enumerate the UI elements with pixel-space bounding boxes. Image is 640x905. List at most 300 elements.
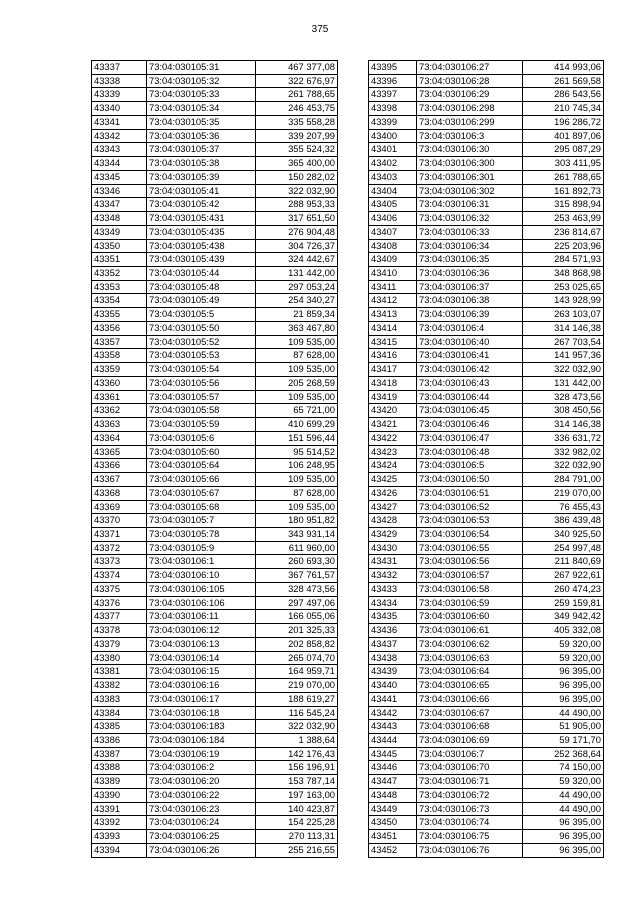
cadastral-number-cell: 73:04:030106:32	[417, 212, 523, 226]
cadastral-number-cell: 73:04:030105:37	[147, 143, 256, 157]
cadastral-value-cell: 284 791,00	[523, 473, 604, 487]
table-row	[92, 253, 338, 267]
table-row	[92, 473, 338, 487]
table-row	[92, 582, 338, 596]
cadastral-value-cell: 109 535,00	[256, 363, 338, 377]
table-row	[92, 184, 338, 198]
table-row	[369, 843, 604, 857]
cadastral-number-cell: 73:04:030106:62	[417, 637, 523, 651]
record-number-cell: 43444	[369, 733, 417, 747]
cadastral-number-cell: 73:04:030106:16	[147, 679, 256, 693]
cadastral-number-cell: 73:04:030106:22	[147, 788, 256, 802]
table-row	[369, 569, 604, 583]
table-row	[369, 418, 604, 432]
record-number-cell: 43448	[369, 788, 417, 802]
cadastral-number-cell: 73:04:030105:35	[147, 115, 256, 129]
cadastral-number-cell: 73:04:030106:35	[417, 253, 523, 267]
record-number-cell: 43382	[92, 679, 147, 693]
table-row	[92, 225, 338, 239]
table-row	[369, 115, 604, 129]
table-row	[369, 74, 604, 88]
table-row	[92, 431, 338, 445]
record-number-cell: 43424	[369, 459, 417, 473]
cadastral-value-cell: 328 473,56	[523, 390, 604, 404]
table-row	[369, 788, 604, 802]
table-row	[369, 404, 604, 418]
table-row	[369, 500, 604, 514]
cadastral-value-cell: 95 514,52	[256, 445, 338, 459]
cadastral-number-cell: 73:04:030106:301	[417, 170, 523, 184]
cadastral-value-cell: 386 439,48	[523, 514, 604, 528]
record-number-cell: 43395	[369, 61, 417, 75]
cadastral-value-cell: 188 619,27	[256, 692, 338, 706]
table-row	[369, 445, 604, 459]
record-number-cell: 43442	[369, 706, 417, 720]
cadastral-value-cell: 96 395,00	[523, 679, 604, 693]
cadastral-number-cell: 73:04:030106:37	[417, 280, 523, 294]
cadastral-value-cell: 267 922,61	[523, 569, 604, 583]
record-number-cell: 43373	[92, 555, 147, 569]
cadastral-number-cell: 73:04:030106:75	[417, 830, 523, 844]
table-row	[92, 637, 338, 651]
record-number-cell: 43407	[369, 225, 417, 239]
cadastral-value-cell: 1 388,64	[256, 733, 338, 747]
cadastral-number-cell: 73:04:030105:438	[147, 239, 256, 253]
record-number-cell: 43350	[92, 239, 147, 253]
record-number-cell: 43441	[369, 692, 417, 706]
table-row	[92, 761, 338, 775]
cadastral-number-cell: 73:04:030106:17	[147, 692, 256, 706]
record-number-cell: 43368	[92, 486, 147, 500]
record-number-cell: 43432	[369, 569, 417, 583]
record-number-cell: 43356	[92, 321, 147, 335]
cadastral-value-cell: 322 032,90	[523, 363, 604, 377]
cadastral-value-cell: 314 146,38	[523, 418, 604, 432]
cadastral-value-cell: 270 113,31	[256, 830, 338, 844]
cadastral-number-cell: 73:04:030106:68	[417, 720, 523, 734]
cadastral-value-cell: 201 325,33	[256, 624, 338, 638]
cadastral-number-cell: 73:04:030106:72	[417, 788, 523, 802]
cadastral-value-cell: 254 340,27	[256, 294, 338, 308]
cadastral-number-cell: 73:04:030106:298	[417, 102, 523, 116]
cadastral-number-cell: 73:04:030106:54	[417, 527, 523, 541]
cadastral-value-cell: 286 543,56	[523, 88, 604, 102]
cadastral-value-cell: 96 395,00	[523, 665, 604, 679]
cadastral-value-cell: 336 631,72	[523, 431, 604, 445]
cadastral-value-cell: 255 216,55	[256, 843, 338, 857]
table-row	[92, 788, 338, 802]
table-row	[369, 459, 604, 473]
table-row	[92, 706, 338, 720]
table-row	[92, 747, 338, 761]
cadastral-number-cell: 73:04:030106:28	[417, 74, 523, 88]
cadastral-value-cell: 76 455,43	[523, 500, 604, 514]
cadastral-number-cell: 73:04:030106:46	[417, 418, 523, 432]
cadastral-number-cell: 73:04:030106:71	[417, 775, 523, 789]
cadastral-value-cell: 246 453,75	[256, 102, 338, 116]
record-number-cell: 43367	[92, 473, 147, 487]
record-number-cell: 43450	[369, 816, 417, 830]
table-row	[92, 445, 338, 459]
table-row	[92, 376, 338, 390]
cadastral-value-cell: 317 651,50	[256, 212, 338, 226]
cadastral-number-cell: 73:04:030106:26	[147, 843, 256, 857]
cadastral-value-cell: 363 467,80	[256, 321, 338, 335]
cadastral-number-cell: 73:04:030106:51	[417, 486, 523, 500]
table-row	[369, 720, 604, 734]
record-number-cell: 43340	[92, 102, 147, 116]
cadastral-number-cell: 73:04:030106:36	[417, 267, 523, 281]
record-number-cell: 43338	[92, 74, 147, 88]
table-row	[92, 349, 338, 363]
cadastral-number-cell: 73:04:030105:49	[147, 294, 256, 308]
cadastral-value-cell: 328 473,56	[256, 582, 338, 596]
cadastral-number-cell: 73:04:030106:61	[417, 624, 523, 638]
cadastral-value-cell: 59 320,00	[523, 651, 604, 665]
table-row	[369, 541, 604, 555]
registry-table-left-body	[92, 61, 338, 858]
table-row	[369, 363, 604, 377]
record-number-cell: 43366	[92, 459, 147, 473]
cadastral-value-cell: 297 053,24	[256, 280, 338, 294]
cadastral-number-cell: 73:04:030106:10	[147, 569, 256, 583]
cadastral-number-cell: 73:04:030106:183	[147, 720, 256, 734]
cadastral-number-cell: 73:04:030106:1	[147, 555, 256, 569]
record-number-cell: 43413	[369, 308, 417, 322]
table-row	[369, 267, 604, 281]
record-number-cell: 43430	[369, 541, 417, 555]
cadastral-value-cell: 205 268,59	[256, 376, 338, 390]
cadastral-value-cell: 259 159,81	[523, 596, 604, 610]
table-row	[369, 294, 604, 308]
record-number-cell: 43362	[92, 404, 147, 418]
cadastral-value-cell: 322 676,97	[256, 74, 338, 88]
cadastral-value-cell: 197 163,00	[256, 788, 338, 802]
cadastral-value-cell: 340 925,50	[523, 527, 604, 541]
record-number-cell: 43408	[369, 239, 417, 253]
cadastral-value-cell: 261 788,65	[256, 88, 338, 102]
cadastral-number-cell: 73:04:030105:60	[147, 445, 256, 459]
table-row	[92, 802, 338, 816]
record-number-cell: 43426	[369, 486, 417, 500]
cadastral-value-cell: 164 959,71	[256, 665, 338, 679]
cadastral-value-cell: 140 423,87	[256, 802, 338, 816]
table-row	[92, 143, 338, 157]
cadastral-value-cell: 143 928,99	[523, 294, 604, 308]
table-row	[92, 733, 338, 747]
table-row	[369, 706, 604, 720]
record-number-cell: 43348	[92, 212, 147, 226]
cadastral-number-cell: 73:04:030105:59	[147, 418, 256, 432]
record-number-cell: 43451	[369, 830, 417, 844]
cadastral-value-cell: 211 840,69	[523, 555, 604, 569]
cadastral-value-cell: 324 442,67	[256, 253, 338, 267]
table-row	[92, 418, 338, 432]
record-number-cell: 43405	[369, 198, 417, 212]
table-row	[369, 102, 604, 116]
cadastral-value-cell: 253 463,99	[523, 212, 604, 226]
cadastral-value-cell: 343 931,14	[256, 527, 338, 541]
cadastral-value-cell: 414 993,06	[523, 61, 604, 75]
record-number-cell: 43387	[92, 747, 147, 761]
record-number-cell: 43378	[92, 624, 147, 638]
table-row	[92, 404, 338, 418]
cadastral-number-cell: 73:04:030106:53	[417, 514, 523, 528]
record-number-cell: 43344	[92, 157, 147, 171]
cadastral-value-cell: 276 904,48	[256, 225, 338, 239]
table-row	[92, 212, 338, 226]
table-row	[369, 582, 604, 596]
cadastral-value-cell: 308 450,56	[523, 404, 604, 418]
record-number-cell: 43416	[369, 349, 417, 363]
cadastral-number-cell: 73:04:030106:64	[417, 665, 523, 679]
record-number-cell: 43339	[92, 88, 147, 102]
table-row	[369, 555, 604, 569]
record-number-cell: 43371	[92, 527, 147, 541]
table-row	[369, 335, 604, 349]
cadastral-number-cell: 73:04:030105:6	[147, 431, 256, 445]
record-number-cell: 43379	[92, 637, 147, 651]
record-number-cell: 43421	[369, 418, 417, 432]
cadastral-number-cell: 73:04:030105:57	[147, 390, 256, 404]
table-row	[92, 555, 338, 569]
table-row	[92, 830, 338, 844]
cadastral-number-cell: 73:04:030106:66	[417, 692, 523, 706]
record-number-cell: 43388	[92, 761, 147, 775]
cadastral-number-cell: 73:04:030106:57	[417, 569, 523, 583]
cadastral-number-cell: 73:04:030106:184	[147, 733, 256, 747]
table-row	[92, 170, 338, 184]
cadastral-value-cell: 365 400,00	[256, 157, 338, 171]
cadastral-number-cell: 73:04:030105:53	[147, 349, 256, 363]
record-number-cell: 43345	[92, 170, 147, 184]
record-number-cell: 43431	[369, 555, 417, 569]
cadastral-value-cell: 322 032,90	[523, 459, 604, 473]
table-row	[92, 74, 338, 88]
cadastral-number-cell: 73:04:030106:29	[417, 88, 523, 102]
table-row	[92, 267, 338, 281]
cadastral-value-cell: 355 524,32	[256, 143, 338, 157]
cadastral-number-cell: 73:04:030106:3	[417, 129, 523, 143]
cadastral-number-cell: 73:04:030106:27	[417, 61, 523, 75]
cadastral-value-cell: 314 146,38	[523, 321, 604, 335]
cadastral-value-cell: 106 248,95	[256, 459, 338, 473]
record-number-cell: 43391	[92, 802, 147, 816]
table-row	[92, 692, 338, 706]
record-number-cell: 43437	[369, 637, 417, 651]
cadastral-number-cell: 73:04:030106:30	[417, 143, 523, 157]
table-row	[369, 816, 604, 830]
cadastral-value-cell: 322 032,90	[256, 184, 338, 198]
record-number-cell: 43383	[92, 692, 147, 706]
record-number-cell: 43341	[92, 115, 147, 129]
cadastral-number-cell: 73:04:030106:5	[417, 459, 523, 473]
cadastral-value-cell: 87 628,00	[256, 349, 338, 363]
record-number-cell: 43374	[92, 569, 147, 583]
record-number-cell: 43380	[92, 651, 147, 665]
record-number-cell: 43342	[92, 129, 147, 143]
table-row	[369, 830, 604, 844]
cadastral-value-cell: 219 070,00	[523, 486, 604, 500]
cadastral-value-cell: 151 596,44	[256, 431, 338, 445]
cadastral-number-cell: 73:04:030106:13	[147, 637, 256, 651]
cadastral-value-cell: 225 203,96	[523, 239, 604, 253]
table-row	[92, 665, 338, 679]
record-number-cell: 43418	[369, 376, 417, 390]
table-row	[92, 569, 338, 583]
cadastral-number-cell: 73:04:030105:9	[147, 541, 256, 555]
table-row	[92, 129, 338, 143]
record-number-cell: 43433	[369, 582, 417, 596]
cadastral-value-cell: 410 699,29	[256, 418, 338, 432]
cadastral-number-cell: 73:04:030106:70	[417, 761, 523, 775]
cadastral-value-cell: 59 320,00	[523, 637, 604, 651]
table-row	[369, 88, 604, 102]
cadastral-number-cell: 73:04:030105:39	[147, 170, 256, 184]
record-number-cell: 43349	[92, 225, 147, 239]
cadastral-value-cell: 21 859,34	[256, 308, 338, 322]
cadastral-number-cell: 73:04:030106:302	[417, 184, 523, 198]
cadastral-value-cell: 96 395,00	[523, 692, 604, 706]
cadastral-number-cell: 73:04:030105:38	[147, 157, 256, 171]
record-number-cell: 43428	[369, 514, 417, 528]
cadastral-value-cell: 295 087,29	[523, 143, 604, 157]
table-row	[369, 143, 604, 157]
cadastral-value-cell: 156 196,91	[256, 761, 338, 775]
cadastral-value-cell: 236 814,67	[523, 225, 604, 239]
table-row	[369, 431, 604, 445]
cadastral-value-cell: 315 898,94	[523, 198, 604, 212]
cadastral-number-cell: 73:04:030106:19	[147, 747, 256, 761]
table-row	[92, 541, 338, 555]
cadastral-number-cell: 73:04:030106:44	[417, 390, 523, 404]
cadastral-number-cell: 73:04:030106:40	[417, 335, 523, 349]
cadastral-value-cell: 322 032,90	[256, 720, 338, 734]
cadastral-value-cell: 303 411,95	[523, 157, 604, 171]
record-number-cell: 43337	[92, 61, 147, 75]
table-row	[369, 679, 604, 693]
cadastral-value-cell: 611 960,00	[256, 541, 338, 555]
cadastral-value-cell: 210 745,34	[523, 102, 604, 116]
cadastral-number-cell: 73:04:030106:7	[417, 747, 523, 761]
table-row	[369, 775, 604, 789]
cadastral-number-cell: 73:04:030106:42	[417, 363, 523, 377]
cadastral-value-cell: 96 395,00	[523, 816, 604, 830]
cadastral-value-cell: 253 025,65	[523, 280, 604, 294]
record-number-cell: 43351	[92, 253, 147, 267]
record-number-cell: 43402	[369, 157, 417, 171]
table-row	[92, 115, 338, 129]
table-row	[369, 198, 604, 212]
table-row	[369, 486, 604, 500]
table-row	[92, 500, 338, 514]
record-number-cell: 43419	[369, 390, 417, 404]
cadastral-number-cell: 73:04:030106:12	[147, 624, 256, 638]
cadastral-number-cell: 73:04:030106:299	[417, 115, 523, 129]
cadastral-number-cell: 73:04:030106:41	[417, 349, 523, 363]
cadastral-number-cell: 73:04:030106:67	[417, 706, 523, 720]
cadastral-value-cell: 161 892,73	[523, 184, 604, 198]
table-row	[92, 239, 338, 253]
table-row	[92, 596, 338, 610]
cadastral-value-cell: 131 442,00	[523, 376, 604, 390]
record-number-cell: 43427	[369, 500, 417, 514]
table-row	[369, 733, 604, 747]
cadastral-number-cell: 73:04:030105:58	[147, 404, 256, 418]
cadastral-value-cell: 96 395,00	[523, 830, 604, 844]
table-row	[369, 157, 604, 171]
cadastral-value-cell: 44 490,00	[523, 706, 604, 720]
cadastral-number-cell: 73:04:030106:48	[417, 445, 523, 459]
cadastral-value-cell: 288 953,33	[256, 198, 338, 212]
record-number-cell: 43438	[369, 651, 417, 665]
record-number-cell: 43360	[92, 376, 147, 390]
cadastral-value-cell: 65 721,00	[256, 404, 338, 418]
record-number-cell: 43347	[92, 198, 147, 212]
record-number-cell: 43343	[92, 143, 147, 157]
cadastral-number-cell: 73:04:030106:58	[417, 582, 523, 596]
record-number-cell: 43436	[369, 624, 417, 638]
cadastral-value-cell: 202 858,82	[256, 637, 338, 651]
table-row	[369, 747, 604, 761]
cadastral-number-cell: 73:04:030105:34	[147, 102, 256, 116]
table-row	[369, 253, 604, 267]
record-number-cell: 43403	[369, 170, 417, 184]
table-row	[369, 610, 604, 624]
cadastral-number-cell: 73:04:030105:54	[147, 363, 256, 377]
record-number-cell: 43363	[92, 418, 147, 432]
cadastral-number-cell: 73:04:030105:50	[147, 321, 256, 335]
cadastral-value-cell: 252 368,64	[523, 747, 604, 761]
cadastral-value-cell: 96 395,00	[523, 843, 604, 857]
table-row	[369, 376, 604, 390]
table-row	[369, 637, 604, 651]
table-row	[369, 514, 604, 528]
table-row	[369, 802, 604, 816]
cadastral-number-cell: 73:04:030106:69	[417, 733, 523, 747]
cadastral-value-cell: 267 703,54	[523, 335, 604, 349]
table-row	[92, 280, 338, 294]
record-number-cell: 43361	[92, 390, 147, 404]
table-row	[92, 624, 338, 638]
cadastral-number-cell: 73:04:030106:25	[147, 830, 256, 844]
cadastral-number-cell: 73:04:030106:300	[417, 157, 523, 171]
record-number-cell: 43377	[92, 610, 147, 624]
record-number-cell: 43357	[92, 335, 147, 349]
cadastral-number-cell: 73:04:030106:65	[417, 679, 523, 693]
cadastral-number-cell: 73:04:030106:24	[147, 816, 256, 830]
table-row	[369, 239, 604, 253]
cadastral-value-cell: 109 535,00	[256, 390, 338, 404]
page-number: 375	[311, 24, 329, 35]
table-row	[92, 321, 338, 335]
table-row	[92, 102, 338, 116]
table-row	[369, 651, 604, 665]
table-row	[92, 88, 338, 102]
table-row	[92, 651, 338, 665]
cadastral-number-cell: 73:04:030105:7	[147, 514, 256, 528]
record-number-cell: 43440	[369, 679, 417, 693]
cadastral-number-cell: 73:04:030106:63	[417, 651, 523, 665]
cadastral-number-cell: 73:04:030106:23	[147, 802, 256, 816]
record-number-cell: 43355	[92, 308, 147, 322]
cadastral-number-cell: 73:04:030105:44	[147, 267, 256, 281]
cadastral-number-cell: 73:04:030105:439	[147, 253, 256, 267]
cadastral-number-cell: 73:04:030106:15	[147, 665, 256, 679]
table-row	[92, 679, 338, 693]
cadastral-number-cell: 73:04:030106:60	[417, 610, 523, 624]
cadastral-number-cell: 73:04:030106:34	[417, 239, 523, 253]
